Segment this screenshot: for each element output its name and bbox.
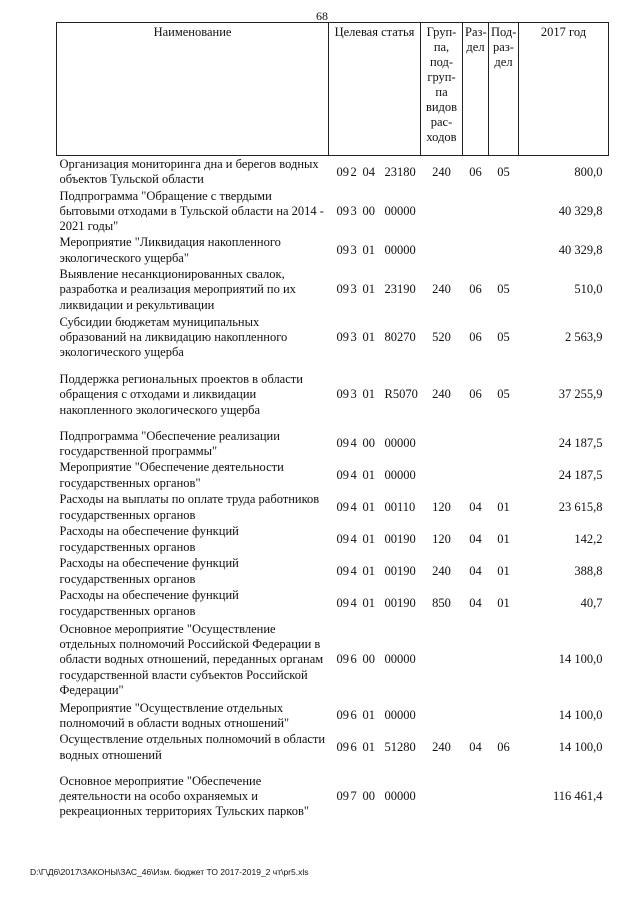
code-direction: 00000 [384, 242, 416, 257]
table-row [57, 492, 609, 524]
table-row [57, 429, 609, 460]
code-program: 09 [336, 563, 349, 578]
code-event: 00 [362, 788, 375, 803]
code-direction: 80270 [384, 329, 416, 344]
code-subprogram: 4 [350, 563, 357, 578]
table-header-row [57, 23, 609, 156]
row-target-code [329, 492, 421, 524]
code-subprogram: 4 [350, 467, 357, 482]
code-event: 01 [362, 387, 375, 402]
code-event: 01 [362, 467, 375, 482]
row-target-code [329, 429, 421, 460]
table-row [57, 732, 609, 764]
table-row [57, 620, 609, 701]
row-name: Основное мероприятие "Обеспечение деятельности на особо охраняемых и рекреационных территориях Тульских парков" [59, 773, 309, 819]
row-amount: 510,0 [574, 282, 603, 297]
row-expense-group: 520 [432, 329, 451, 344]
row-name: Расходы на выплаты по оплате труда работников государственных органов [59, 492, 320, 522]
row-subsection: 01 [497, 595, 510, 610]
code-direction: 00000 [384, 467, 416, 482]
row-section: 06 [469, 282, 482, 297]
row-section [463, 620, 489, 701]
table-row [57, 701, 609, 732]
row-target-code [329, 189, 421, 235]
table-row [57, 588, 609, 620]
code-direction: 00000 [384, 652, 416, 667]
row-amount: 40,7 [580, 595, 603, 610]
code-direction: 23180 [384, 164, 416, 179]
row-expense-group [421, 701, 463, 732]
row-expense-group: 240 [432, 282, 451, 297]
code-direction: 00190 [384, 595, 416, 610]
table-row [57, 235, 609, 267]
code-direction: 51280 [384, 739, 416, 754]
row-amount: 14 100,0 [558, 708, 603, 723]
row-section [463, 189, 489, 235]
row-amount: 37 255,9 [558, 387, 603, 402]
row-expense-group: 240 [432, 563, 451, 578]
row-section: 06 [469, 164, 482, 179]
row-subsection [489, 701, 519, 732]
row-name: Расходы на обеспечение функций государственных органов [59, 588, 239, 618]
row-name: Расходы на обеспечение функций государственных органов [59, 524, 239, 554]
code-subprogram: 3 [350, 387, 357, 402]
code-program: 09 [336, 164, 349, 179]
row-expense-group: 850 [432, 595, 451, 610]
header-subsection: Под-раз-дел [489, 23, 519, 156]
code-event: 00 [362, 436, 375, 451]
row-expense-group: 240 [432, 739, 451, 754]
code-program: 09 [336, 499, 349, 514]
row-target-code [329, 764, 421, 830]
row-section: 04 [469, 499, 482, 514]
row-subsection [489, 620, 519, 701]
row-subsection: 05 [497, 387, 510, 402]
row-amount: 142,2 [574, 531, 603, 546]
code-program: 09 [336, 203, 349, 218]
code-program: 09 [336, 242, 349, 257]
table-row [57, 314, 609, 362]
code-event: 01 [362, 595, 375, 610]
code-event: 01 [362, 708, 375, 723]
header-group: Груп-па, под-груп-па видов рас-ходов [421, 23, 463, 156]
code-direction: 00190 [384, 531, 416, 546]
row-name: Поддержка региональных проектов в области обращения с отходами и ликвидации накопленного экологического ущерба [59, 372, 303, 417]
page-number: 68 [316, 9, 328, 23]
code-event: 01 [362, 499, 375, 514]
row-name: Мероприятие "Обеспечение деятельности государственных органов" [59, 460, 284, 490]
code-program: 09 [336, 282, 349, 297]
row-target-code [329, 524, 421, 556]
row-section [463, 429, 489, 460]
code-subprogram: 4 [350, 595, 357, 610]
row-target-code [329, 156, 421, 189]
row-expense-group [421, 429, 463, 460]
row-section: 04 [469, 739, 482, 754]
code-program: 09 [336, 652, 349, 667]
row-target-code [329, 588, 421, 620]
code-subprogram: 2 [350, 164, 357, 179]
row-name: Выявление несанкционированных свалок, разработка и реализация мероприятий по их ликвидации и рекультивации [59, 267, 296, 312]
row-expense-group: 240 [432, 164, 451, 179]
code-event: 00 [362, 203, 375, 218]
code-subprogram: 6 [350, 652, 357, 667]
code-event: 01 [362, 563, 375, 578]
row-subsection: 01 [497, 531, 510, 546]
row-subsection [489, 460, 519, 492]
code-direction: 00000 [384, 708, 416, 723]
row-expense-group [421, 460, 463, 492]
code-program: 09 [336, 595, 349, 610]
row-amount: 40 329,8 [558, 242, 603, 257]
code-subprogram: 7 [350, 788, 357, 803]
code-direction: 00000 [384, 788, 416, 803]
row-section: 04 [469, 563, 482, 578]
row-name: Осуществление отдельных полномочий в области водных отношений [59, 732, 326, 762]
table-row [57, 556, 609, 588]
code-program: 09 [336, 436, 349, 451]
row-subsection: 06 [497, 739, 510, 754]
code-event: 01 [362, 242, 375, 257]
row-subsection: 05 [497, 282, 510, 297]
code-subprogram: 4 [350, 436, 357, 451]
row-amount: 14 100,0 [558, 652, 603, 667]
code-direction: 00000 [384, 436, 416, 451]
table-row [57, 156, 609, 189]
code-event: 01 [362, 282, 375, 297]
code-subprogram: 3 [350, 203, 357, 218]
header-year: 2017 год [519, 23, 609, 156]
code-program: 09 [336, 788, 349, 803]
table-row [57, 764, 609, 830]
row-subsection [489, 189, 519, 235]
row-target-code [329, 556, 421, 588]
code-event: 01 [362, 531, 375, 546]
row-section: 04 [469, 595, 482, 610]
row-subsection [489, 764, 519, 830]
row-section [463, 701, 489, 732]
code-subprogram: 4 [350, 531, 357, 546]
row-expense-group: 240 [432, 387, 451, 402]
code-program: 09 [336, 531, 349, 546]
row-amount: 24 187,5 [558, 436, 603, 451]
table-row [57, 362, 609, 429]
code-event: 00 [362, 652, 375, 667]
row-expense-group: 120 [432, 499, 451, 514]
row-target-code [329, 701, 421, 732]
row-amount: 388,8 [574, 563, 603, 578]
table-body [57, 156, 609, 830]
code-direction: 00000 [384, 203, 416, 218]
row-target-code [329, 362, 421, 429]
code-direction: 23190 [384, 282, 416, 297]
row-expense-group [421, 235, 463, 267]
code-program: 09 [336, 467, 349, 482]
row-section: 04 [469, 531, 482, 546]
row-amount: 23 615,8 [558, 499, 603, 514]
row-expense-group: 120 [432, 531, 451, 546]
row-target-code [329, 620, 421, 701]
row-subsection [489, 235, 519, 267]
row-amount: 800,0 [574, 164, 603, 179]
row-section: 06 [469, 387, 482, 402]
row-target-code [329, 314, 421, 362]
table-row [57, 189, 609, 235]
row-subsection [489, 429, 519, 460]
row-name: Подпрограмма "Обеспечение реализации государственной программы" [59, 428, 280, 458]
row-name: Мероприятие "Осуществление отдельных полномочий в области водных отношений" [59, 700, 290, 730]
header-section: Раз-дел [463, 23, 489, 156]
table-row [57, 524, 609, 556]
row-expense-group [421, 620, 463, 701]
table-row [57, 267, 609, 314]
row-target-code [329, 235, 421, 267]
header-name: Наименование [57, 23, 329, 156]
row-subsection: 01 [497, 499, 510, 514]
code-event: 04 [362, 164, 375, 179]
row-amount: 24 187,5 [558, 467, 603, 482]
file-path-footer: D:\Г\Д6\2017\ЗАКОНЫ\ЗАС_46\Изм. бюджет ТО 2017-2019_2 чт\pr5.xls [30, 867, 309, 877]
code-subprogram: 3 [350, 282, 357, 297]
code-subprogram: 6 [350, 739, 357, 754]
code-event: 01 [362, 329, 375, 344]
header-target: Целевая статья [329, 23, 421, 156]
row-subsection: 01 [497, 563, 510, 578]
row-name: Субсидии бюджетам муниципальных образований на ликвидацию накопленного экологического ущерба [59, 314, 288, 360]
row-target-code [329, 267, 421, 314]
row-name: Мероприятие "Ликвидация накопленного экологического ущерба" [59, 235, 281, 265]
code-subprogram: 4 [350, 499, 357, 514]
code-subprogram: 3 [350, 242, 357, 257]
code-subprogram: 6 [350, 708, 357, 723]
row-name: Расходы на обеспечение функций государственных органов [59, 556, 239, 586]
code-direction: 00110 [384, 499, 416, 514]
row-name: Подпрограмма "Обращение с твердыми бытовыми отходами в Тульской области на 2014 - 2021 годы" [59, 188, 324, 234]
row-amount: 2 563,9 [565, 329, 603, 344]
code-program: 09 [336, 329, 349, 344]
row-name: Организация мониторинга дна и берегов водных объектов Тульской области [59, 157, 319, 187]
budget-table [56, 22, 609, 830]
row-amount: 116 461,4 [552, 788, 603, 803]
code-program: 09 [336, 387, 349, 402]
code-event: 01 [362, 739, 375, 754]
row-expense-group [421, 189, 463, 235]
row-section [463, 764, 489, 830]
row-section [463, 235, 489, 267]
row-name: Основное мероприятие "Осуществление отдельных полномочий Российской Федерации в области водных отношений, переданных органам государственной власти субъектов Российской Федерации" [59, 621, 324, 697]
row-section: 06 [469, 329, 482, 344]
code-program: 09 [336, 708, 349, 723]
code-program: 09 [336, 739, 349, 754]
table-row [57, 460, 609, 492]
row-target-code [329, 732, 421, 764]
code-subprogram: 3 [350, 329, 357, 344]
row-subsection: 05 [497, 164, 510, 179]
row-amount: 40 329,8 [558, 203, 603, 218]
row-section [463, 460, 489, 492]
row-subsection: 05 [497, 329, 510, 344]
code-direction: 00190 [384, 563, 416, 578]
row-expense-group [421, 764, 463, 830]
row-target-code [329, 460, 421, 492]
row-amount: 14 100,0 [558, 739, 603, 754]
code-direction: R5070 [384, 387, 418, 402]
